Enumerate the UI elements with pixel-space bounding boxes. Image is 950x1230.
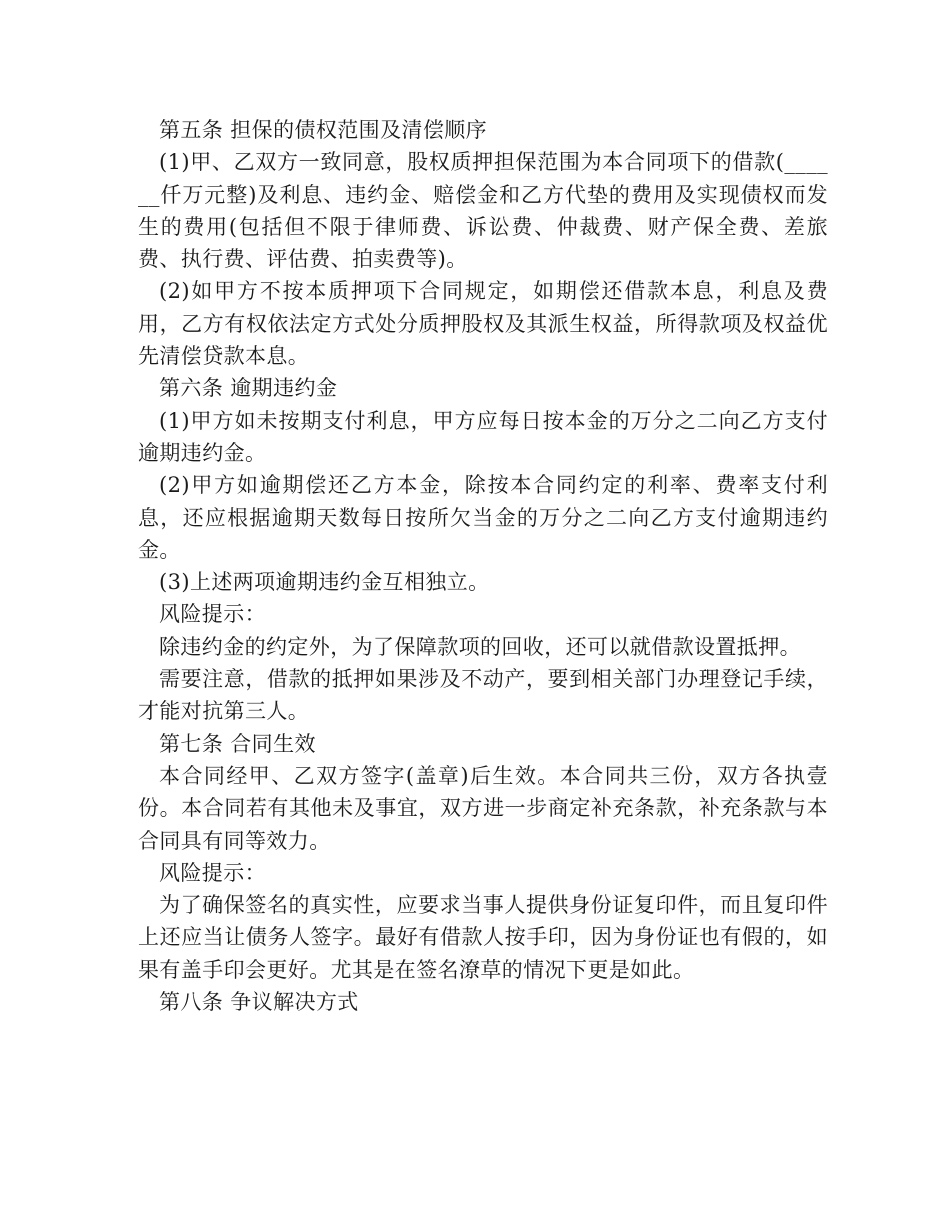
article-7-body: 本合同经甲、乙双方签字(盖章)后生效。本合同共三份，双方各执壹份。本合同若有其他未及事宜，双方进一步商定补充条款，补充条款与本合同具有同等效力。 (138, 763, 828, 853)
article-6-clause-1: (1)甲方如未按期支付利息，甲方应每日按本金的万分之二向乙方支付逾期违约金。 (138, 408, 828, 465)
article-6-heading: 第六条 逾期违约金 (159, 376, 338, 401)
article-5-clause-2: (2)如甲方不按本质押项下合同规定，如期偿还借款本息，利息及费用，乙方有权依法定方式处分质押股权及其派生权益，所得款项及权益优先清偿贷款本息。 (138, 279, 828, 369)
article-6-clause-3: (3)上述两项逾期违约金互相独立。 (159, 570, 490, 595)
risk-notice-heading: 风险提示： (159, 602, 266, 627)
risk-notice-text: 为了确保签名的真实性，应要求当事人提供身份证复印件，而且复印件上还应当让债务人签字。最好有借款人按手印，因为身份证也有假的，如果有盖手印会更好。尤其是在签名潦草的情况下更是如此。 (138, 893, 828, 982)
document-body (138, 114, 828, 1018)
risk-notice-text: 除违约金的约定外，为了保障款项的回收，还可以就借款设置抵押。 (159, 634, 801, 659)
article-7-heading: 第七条 合同生效 (159, 731, 316, 756)
article-5-clause-1: (1)甲、乙双方一致同意，股权质押担保范围为本合同项下的借款(______仟万元整)及利息、违约金、赔偿金和乙方代垫的费用及实现债权而发生的费用(包括但不限于律师费、诉讼费、仲裁费、财产保全费、差旅费、执行费、评估费、拍卖费等)。 (138, 150, 828, 272)
risk-notice-text: 需要注意，借款的抵押如果涉及不动产，要到相关部门办理登记手续，才能对抗第三人。 (138, 667, 828, 724)
article-8-heading: 第八条 争议解决方式 (159, 990, 359, 1015)
article-5-heading: 第五条 担保的债权范围及清偿顺序 (159, 118, 488, 142)
article-6-clause-2: (2)甲方如逾期偿还乙方本金，除按本合同约定的利率、费率支付利息，还应根据逾期天数每日按所欠当金的万分之二向乙方支付逾期违约金。 (138, 473, 828, 562)
risk-notice-heading: 风险提示： (159, 860, 266, 885)
